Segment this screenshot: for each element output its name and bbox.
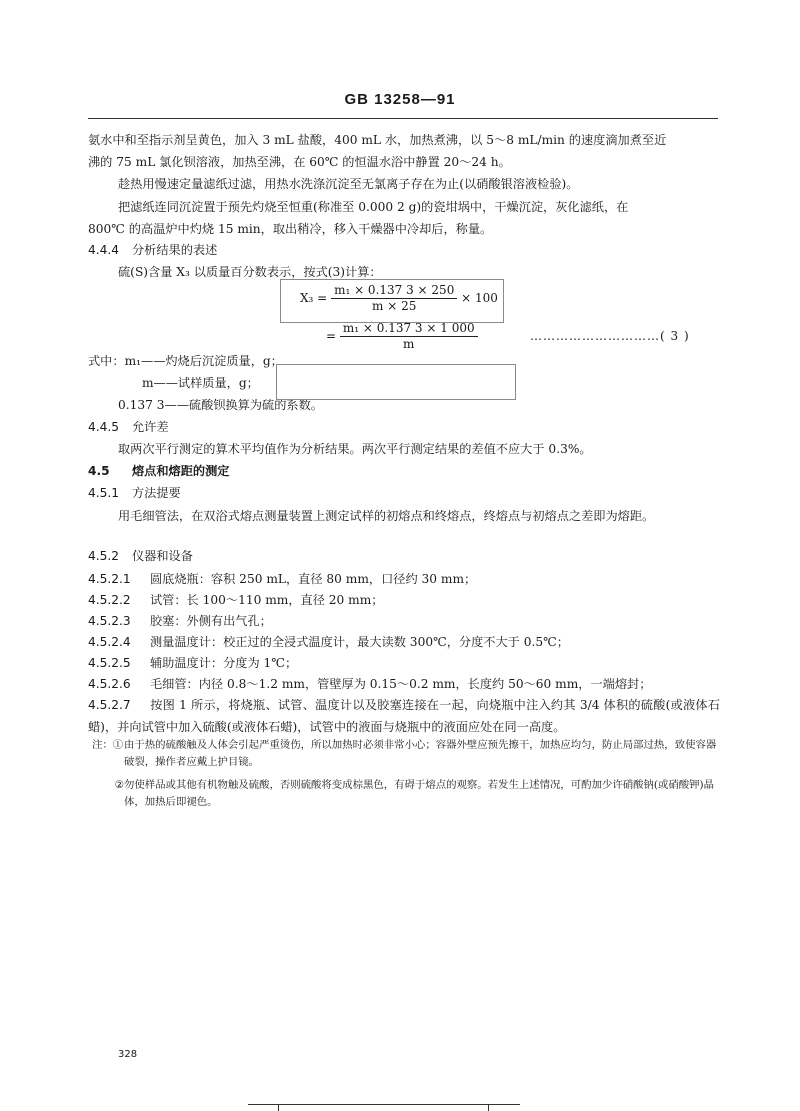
paragraph-method-summary: 用毛细管法，在双浴式熔点测量装置上测定试样的初熔点和终熔点，终熔点与初熔点之差即为熔距。 (118, 509, 655, 523)
item-number: 4.5.2.7 (88, 698, 131, 712)
section-title: 仪器和设备 (132, 549, 193, 563)
item-text: 试管：长 100～110 mm，直径 20 mm； (150, 593, 384, 607)
header-rule (88, 118, 718, 119)
item-text: 按图 1 所示，将烧瓶、试管、温度计以及胶塞连接在一起，向烧瓶中注入约其 3/4 体积的硫酸(或液体石蜡)，并向试管中加入硫酸(或液体石蜡)，试管中的液面与烧瓶中的液面应处在同一高度。 (88, 698, 720, 734)
item-text: 毛细管：内径 0.8～1.2 mm，管壁厚为 0.15～0.2 mm，长度约 50～60 mm，一端熔封； (150, 677, 652, 691)
note-label: ② (114, 779, 124, 791)
item-number: 4.5.2.1 (88, 572, 131, 586)
section-number: 4.5.2 (88, 549, 120, 563)
formula-equals: = (326, 329, 337, 343)
equipment-item-4-5-2-7 (88, 694, 720, 738)
paragraph-filtration: 趁热用慢速定量滤纸过滤，用热水洗涤沉淀至无氯离子存在为止(以硝酸银溶液检验)。 (118, 177, 579, 191)
item-number: 4.5.2.3 (88, 614, 131, 628)
document-code-header: GB 13258—91 (344, 91, 456, 108)
formula-3 (300, 278, 498, 354)
paragraph-line: 把滤纸连同沉淀置于预先灼烧至恒重(称准至 0.000 2 g)的瓷坩埚中，干燥沉淀，灰化滤纸，在 (118, 200, 629, 214)
item-number: 4.5.2.6 (88, 677, 131, 691)
section-title: 分析结果的表述 (132, 243, 218, 257)
section-title: 熔点和熔距的测定 (132, 464, 230, 478)
legend-m: m——试样质量，g； (142, 376, 259, 390)
item-text: 测量温度计：校正过的全浸式温度计，最大读数 300℃，分度不大于 0.5℃； (150, 635, 569, 649)
legend-coefficient: 0.137 3——硫酸钡换算为硫的系数。 (118, 398, 323, 412)
note-text: 由于热的硫酸触及人体会引起严重烫伤，所以加热时必须非常小心；容器外壁应预先擦干，加热应均匀，防止局部过热，致使容器破裂，操作者应戴上护目镜。 (124, 739, 717, 768)
formula-denominator-1: m × 25 (372, 298, 417, 313)
formula-fraction-1 (331, 283, 457, 314)
legend-intro: 式中： (88, 354, 125, 368)
paragraph-line: 氨水中和至指示剂呈黄色，加入 3 mL 盐酸，400 mL 水，加热煮沸，以 5～8 mL/min 的速度滴加煮至近 (88, 133, 667, 147)
section-heading-4-5-1 (88, 484, 720, 502)
item-text: 辅助温度计：分度为 1℃； (150, 656, 298, 670)
section-title: 允许差 (132, 420, 169, 434)
section-heading-4-5-2 (88, 547, 720, 565)
section-heading-4-4-4 (88, 241, 720, 259)
equipment-item (88, 633, 720, 651)
equipment-item (88, 591, 720, 609)
item-number: 4.5.2.5 (88, 656, 131, 670)
section-number: 4.5 (88, 464, 110, 478)
formula-lhs: X₃ = (300, 291, 328, 305)
note-text: 勿使样品或其他有机物触及硫酸，否则硫酸将变成棕黑色，有碍于熔点的观察。若发生上述情况，可酌加少许硝酸钠(或硝酸钾)晶体，加热后即褪色。 (124, 779, 714, 808)
scan-box (276, 364, 516, 400)
paragraph-formula-intro: 硫(S)含量 X₃ 以质量百分数表示，按式(3)计算： (118, 265, 382, 279)
section-number: 4.4.4 (88, 243, 120, 257)
equipment-item (88, 570, 720, 588)
paragraph-line: 800℃ 的高温炉中灼烧 15 min，取出稍冷，移入干燥器中冷却后，称量。 (88, 222, 493, 236)
formula-times-100: × 100 (461, 291, 498, 305)
note-1 (92, 737, 718, 771)
section-heading-4-5 (88, 462, 720, 480)
paragraph-tolerance: 取两次平行测定的算术平均值作为分析结果。两次平行测定结果的差值不应大于 0.3%。 (118, 442, 592, 456)
equipment-item (88, 654, 720, 672)
equipment-item (88, 675, 720, 693)
note-2 (92, 777, 718, 811)
formula-denominator-2: m (403, 336, 415, 351)
equipment-item (88, 612, 720, 630)
formula-numerator-2: m₁ × 0.137 3 × 1 000 (340, 321, 478, 337)
item-text: 胶塞：外侧有出气孔； (150, 614, 272, 628)
formula-numerator-1: m₁ × 0.137 3 × 250 (331, 283, 457, 299)
equation-number: …………………………( 3 ) (530, 329, 690, 343)
note-label: 注：① (92, 739, 124, 751)
paragraph-line: 沸的 75 mL 氯化钡溶液，加热至沸，在 60℃ 的恒温水浴中静置 20～24 h。 (88, 155, 511, 169)
section-number: 4.4.5 (88, 420, 120, 434)
section-heading-4-4-5 (88, 418, 720, 436)
item-text: 圆底烧瓶：容积 250 mL，直径 80 mm，口径约 30 mm； (150, 572, 477, 586)
section-number: 4.5.1 (88, 486, 120, 500)
section-title: 方法提要 (132, 486, 181, 500)
legend-m1: m₁——灼烧后沉淀质量，g； (124, 354, 283, 368)
item-number: 4.5.2.4 (88, 635, 131, 649)
page-number: 328 (118, 1049, 138, 1060)
item-number: 4.5.2.2 (88, 593, 131, 607)
formula-fraction-2 (340, 321, 478, 352)
